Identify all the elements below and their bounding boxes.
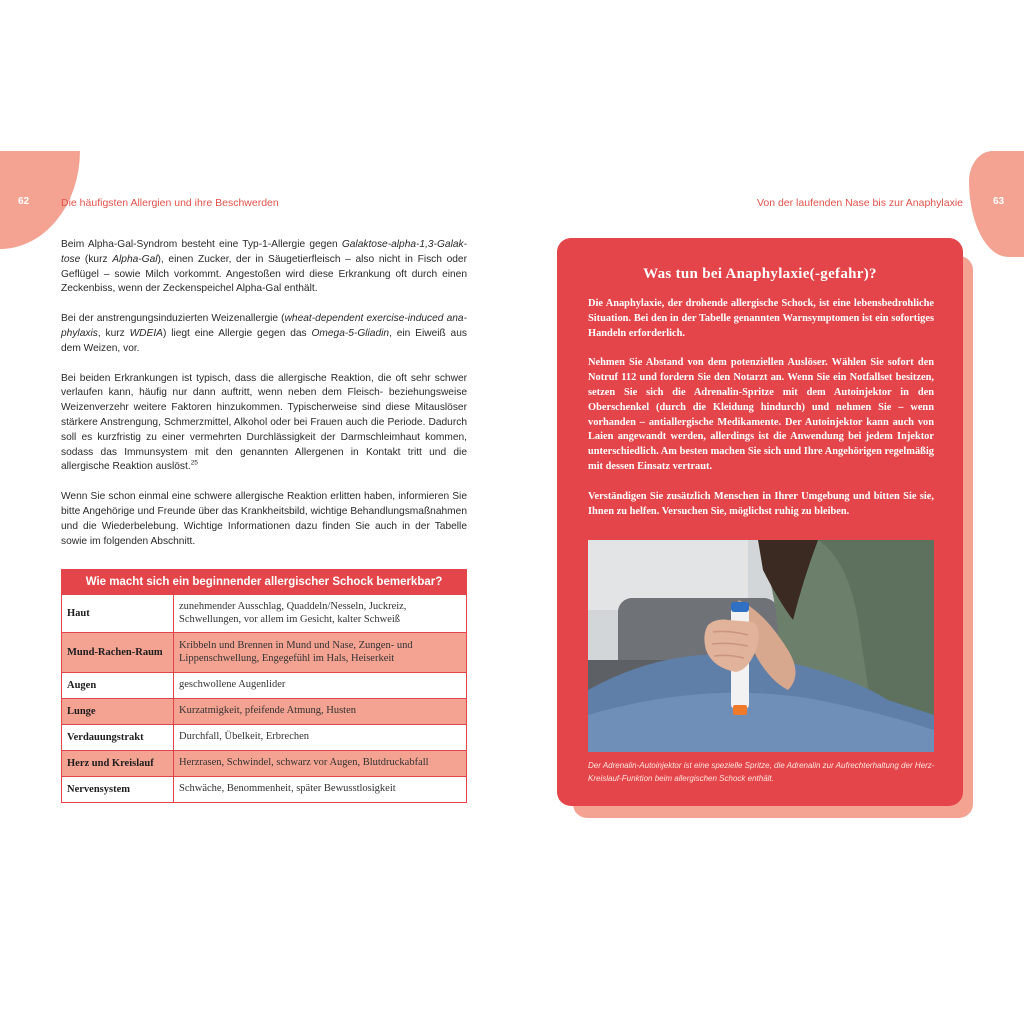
table-row xyxy=(61,633,467,673)
autoinjector-photo xyxy=(588,540,934,752)
paragraph-cofactors: Bei beiden Erkrankungen ist typisch, dass die allergische Reaktion, die oft sehr schwer verlaufen kann, häufig nur dann auftritt, wenn neben dem Fleisch- beziehungsweise Weizenverzehr weitere Faktoren hinzukommen. Typischerweise sind diese Mitauslöser stärkere Anstrengung, Schmerzmittel, Alkohol oder bei Frauen auch die Periode. Dadurch soll es kurzfristig zu einer vermehrten Durchlässigkeit der Darmschleimhaut kommen, sodass das Immunsystem mit den genannten Allergenen in Kontakt tritt und die allergische Reaktion auslöst.$^{25}$ xyxy=(61,372,467,473)
table-row-value: Herzrasen, Schwindel, schwarz vor Augen, Blutdruckabfall xyxy=(179,757,429,769)
table-row-key: Haut xyxy=(62,595,174,632)
table-row-key: Mund-Rachen-Raum xyxy=(62,633,174,672)
paragraph-alpha-gal: Beim Alpha-Gal-Syndrom besteht eine Typ-1-Allergie gegen Galaktose-alpha-1,3-Galaktose (kurz Alpha-Gal), einen Zucker, der in Säugetierfleisch – also nicht in Fisch oder Geflügel – sowie Milch vorkommt. Angestoßen wird diese Erkrankung oft durch einen Zeckenbiss, wenn der Zeckenspeichel Alpha-Gal enthält. xyxy=(61,239,467,295)
info-box-title: Was tun bei Anaphylaxie(-gefahr)? xyxy=(643,266,877,282)
table-row-key: Nervensystem xyxy=(62,777,174,802)
right-page-number: 63 xyxy=(993,196,1005,207)
footnote-marker: 25 xyxy=(190,459,198,467)
photo-caption: Der Adrenalin-Autoinjektor ist eine spezielle Spritze, die Adrenalin zur Aufrechterhaltung der Herz-Kreislauf-Funktion beim allergischen Schock enthält. xyxy=(588,761,935,783)
table-row-value: zunehmender Ausschlag, Quaddeln/Nesseln, Juckreiz, Schwellungen, vor allem im Gesicht, kalter Schweiß xyxy=(179,601,407,625)
table-title: Wie macht sich ein beginnender allergischer Schock bemerkbar? xyxy=(61,569,467,595)
left-text-column xyxy=(61,238,467,549)
table-row-value: Durchfall, Übelkeit, Erbrechen xyxy=(179,731,310,743)
table-row-key: Verdauungstrakt xyxy=(62,725,174,750)
info-box-text xyxy=(588,297,934,534)
info-paragraph: Die Anaphylaxie, der drohende allergische Schock, ist eine lebensbedrohliche Situation. Bei den in der Tabelle genannten Warnsymptomen ist ein sofortiges Handeln erforderlich. xyxy=(588,298,934,339)
table-row xyxy=(61,673,467,699)
right-running-head: Von der laufenden Nase bis zur Anaphylaxie xyxy=(756,197,963,209)
table-row xyxy=(61,777,467,803)
table-row xyxy=(61,725,467,751)
left-page-number: 62 xyxy=(18,196,30,207)
table-row xyxy=(61,699,467,725)
info-paragraph: Verständigen Sie zusätzlich Menschen in Ihrer Umgebung und bitten Sie sie, Ihnen zu helfen. Versuchen Sie, möglichst ruhig zu bleiben. xyxy=(588,490,934,517)
paragraph-wdeia: Bei der anstrengungsinduzierten Weizenallergie (wheat-dependent exercise-induced anaphylaxis, kurz WDEIA) liegt eine Allergie gegen das Omega-5-Gliadin, ein Eiweiß aus dem Weizen, vor. xyxy=(61,313,467,354)
table-row-value: Schwäche, Benommenheit, später Bewusstlosigkeit xyxy=(179,783,396,795)
symptom-table xyxy=(61,569,467,803)
table-row-value: Kribbeln und Brennen in Mund und Nase, Zungen- und Lippenschwellung, Engegefühl im Hals, Heiserkeit xyxy=(179,640,413,664)
info-paragraph: Nehmen Sie Abstand von dem potenziellen Auslöser. Wählen Sie sofort den Notruf 112 und fordern Sie den Notarzt an. Wenn Sie ein Notfallset besitzen, setzen Sie sich die Adrenalin-Spritze mit dem Autoinjektor in den Oberschenkel (durch die Kleidung hindurch) und nehmen Sie – wenn vorhanden – antiallergische Medikamente. Der Autoinjektor kann auch von Laien angewandt werden, allerdings ist die Anwendung bei jedem Injektor unterschiedlich. Am besten machen Sie sich und Ihre Angehörigen regelmäßig mit dessen Einsatz vertraut. xyxy=(588,357,934,472)
paragraph-advice: Wenn Sie schon einmal eine schwere allergische Reaktion erlitten haben, informieren Sie bitte Angehörige und Freunde über das Krankheitsbild, wichtige Behandlungsmaßnahmen und die Wiederbelebung. Wichtige Informationen dazu finden Sie auch in der Tabelle sowie im folgenden Abschnitt. xyxy=(61,491,467,547)
anaphylaxis-info-box xyxy=(557,238,963,806)
left-running-head: Die häufigsten Allergien und ihre Beschwerden xyxy=(61,197,279,209)
table-row xyxy=(61,595,467,633)
table-row-key: Augen xyxy=(62,673,174,698)
table-row-key: Lunge xyxy=(62,699,174,724)
table-row-key: Herz und Kreislauf xyxy=(62,751,174,776)
table-row-value: Kurzatmigkeit, pfeifende Atmung, Husten xyxy=(179,705,356,717)
table-row xyxy=(61,751,467,777)
table-row-value: geschwollene Augenlider xyxy=(179,679,286,691)
